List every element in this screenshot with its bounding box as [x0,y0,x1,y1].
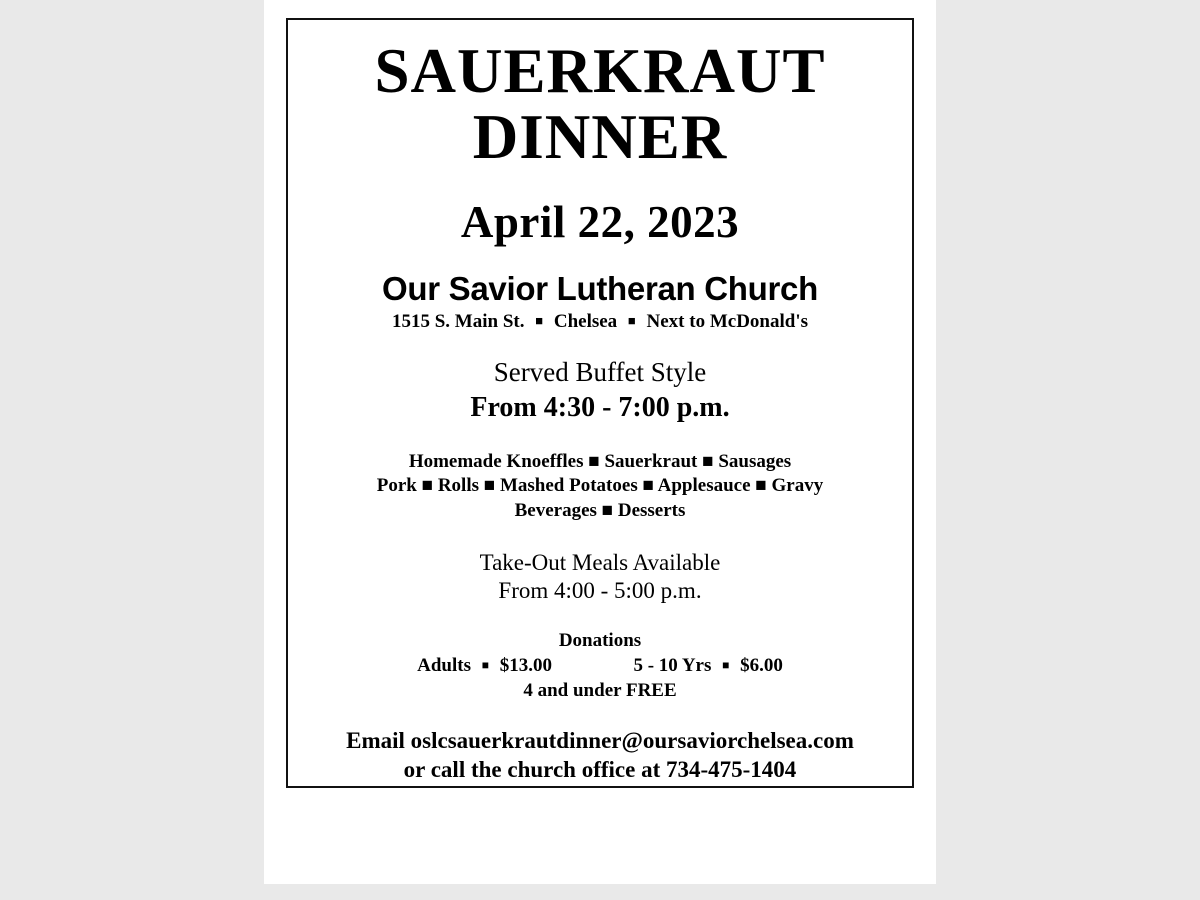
event-date: April 22, 2023 [460,196,740,247]
takeout-hours: From 4:00 - 5:00 p.m. [498,577,702,603]
flyer-title-line2: DINNER [472,101,728,172]
contact-phone: or call the church office at 734-475-1404 [403,756,797,782]
donations-kids-label: 5 - 10 Yrs [633,654,712,676]
menu-line-2: Pork ■ Rolls ■ Mashed Potatoes ■ Applesauce ■ Gravy [376,475,824,497]
address-city: Chelsea [553,310,618,332]
menu-line-1: Homemade Knoeffles ■ Sauerkraut ■ Sausages [408,450,792,472]
address-street: 1515 S. Main St. [391,310,525,332]
donations-free-note: 4 and under FREE [523,679,677,701]
address-landmark: Next to McDonald's [646,310,809,332]
menu-list [288,450,912,524]
donations-kids-price: $6.00 [740,654,783,676]
flyer-content [288,20,912,783]
document-page [264,0,936,884]
flyer-title-line1: SAUERKRAUT [374,36,826,106]
venue-name: Our Savior Lutheran Church [382,269,818,307]
donations-prices [288,655,912,677]
menu-line-3: Beverages ■ Desserts [514,500,686,522]
square-bullet-icon: ■ [535,312,544,328]
service-style: Served Buffet Style [493,356,707,387]
venue-address [288,311,912,333]
donations-heading: Donations [558,629,642,651]
takeout-availability: Take-Out Meals Available [479,549,721,575]
donations-adults-price: $13.00 [499,654,552,676]
square-bullet-icon: ■ [481,657,489,672]
flyer-title [288,36,912,172]
flyer-border [286,18,914,788]
contact-email: Email oslcsauerkrautdinner@oursaviorchelsea.com [346,727,854,753]
square-bullet-icon: ■ [722,657,730,672]
service-hours: From 4:30 - 7:00 p.m. [470,391,730,423]
square-bullet-icon: ■ [627,312,636,328]
donations-adults-label: Adults [417,654,471,676]
